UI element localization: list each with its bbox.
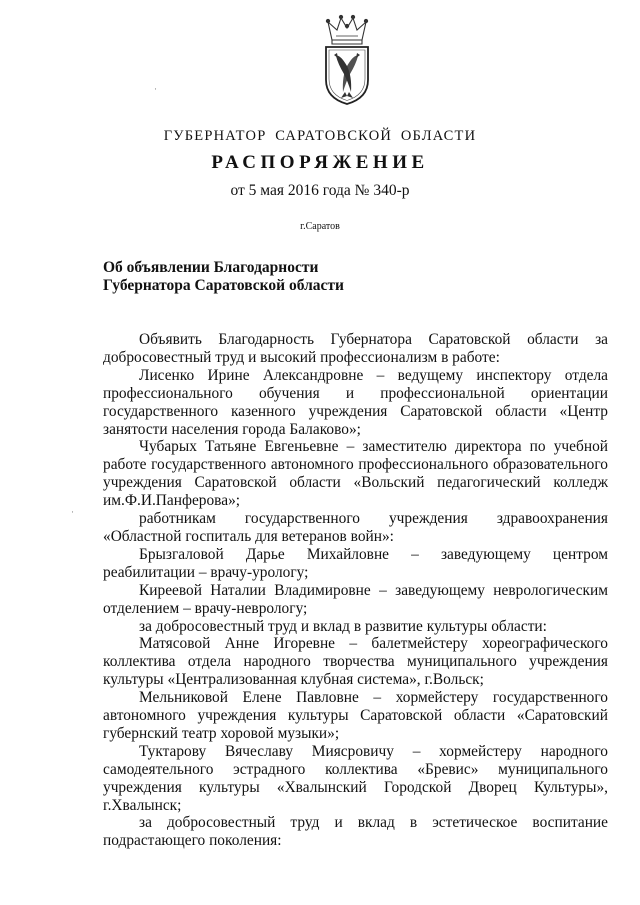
authority-title: ГУБЕРНАТОР САРАТОВСКОЙ ОБЛАСТИ bbox=[163, 128, 477, 144]
scan-speck: · bbox=[154, 84, 157, 94]
body-paragraph: работникам государственного учреждения здравоохранения «Областной госпиталь для ветеранов войн»: bbox=[103, 510, 608, 545]
body-paragraph: Матясовой Анне Игоревне – балетмейстеру хореографического коллектива отдела народного творчества муниципального учреждения культуры «Централизованная клубная система», г.Вольск; bbox=[103, 635, 608, 689]
document-body bbox=[103, 331, 608, 850]
body-paragraph: Мельниковой Елене Павловне – хормейстеру государственного автономного учреждения культуры Саратовской области «Саратовский губернский театр хоровой музыки»; bbox=[103, 689, 608, 742]
body-paragraph: Киреевой Наталии Владимировне – заведующему неврологическим отделением – врачу-неврологу; bbox=[103, 581, 608, 617]
body-paragraph: Лисенко Ирине Александровне – ведущему инспектору отдела профессионального обучения и профессиональной ориентации государственного казенного учреждения Саратовской области «Центр занятости населения города Балаково»; bbox=[103, 366, 608, 438]
body-paragraph: за добросовестный труд и вклад в эстетическое воспитание подрастающего поколения: bbox=[103, 814, 608, 850]
document-subject bbox=[103, 259, 344, 295]
body-paragraph: за добросовестный труд и вклад в развитие культуры области: bbox=[139, 617, 547, 635]
document-type: РАСПОРЯЖЕНИЕ bbox=[211, 152, 429, 173]
document-city: г.Саратов bbox=[300, 221, 340, 232]
body-paragraph: Туктарову Вячеславу Миясровичу – хормейстеру народного самодеятельного эстрадного коллектива «Бревис» муниципального учреждения культуры «Хвалынский Городской Дворец Культуры», г.Хвалынск; bbox=[103, 742, 608, 814]
body-paragraph: Чубарых Татьяне Евгеньевне – заместителю директора по учебной работе государственного автономного профессионального образовательного учреждения Саратовской области «Вольский педагогический колледж им.Ф.И.Панферова»; bbox=[103, 438, 608, 510]
body-paragraph: Объявить Благодарность Губернатора Саратовской области за добросовестный труд и высокий профессионализм в работе: bbox=[103, 331, 608, 366]
body-paragraph: Брызгаловой Дарье Михайловне – заведующему центром реабилитации – врачу-урологу; bbox=[103, 545, 608, 581]
document-date-number: от 5 мая 2016 года № 340-р bbox=[230, 182, 410, 199]
scan-speck: · bbox=[71, 507, 74, 517]
subject-line: Губернатора Саратовской области bbox=[103, 277, 344, 294]
coat-of-arms-icon bbox=[318, 14, 376, 106]
subject-line: Об объявлении Благодарности bbox=[103, 259, 319, 276]
